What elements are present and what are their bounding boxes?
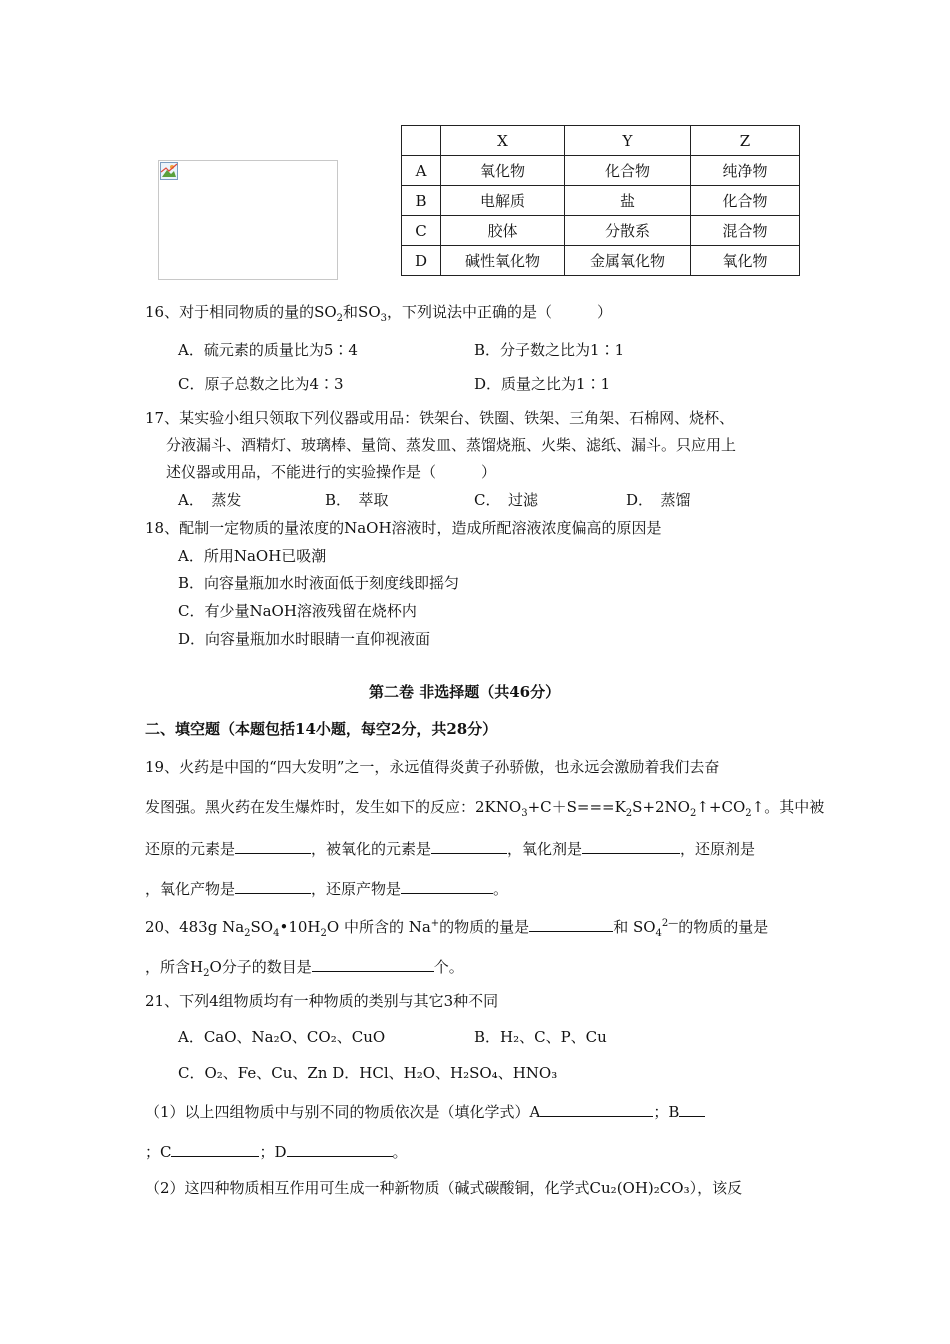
text: +C＋S===K (527, 798, 626, 816)
q21-part1-line2 (145, 1140, 408, 1162)
answer-blank[interactable] (529, 915, 613, 932)
text: 的物质的量是 (439, 918, 530, 936)
answer-blank[interactable] (287, 1140, 393, 1157)
text: 2 (689, 808, 697, 819)
table-cell: 碱性氧化物 (441, 246, 565, 276)
missing-figure-placeholder (158, 160, 338, 280)
q21-part2: （2）这四种物质相互作用可生成一种新物质（碱式碳酸铜，化学式Cu₂(OH)₂CO₃），该反 (145, 1179, 743, 1197)
q16-option-b: B．分子数之比为1∶1 (474, 341, 625, 359)
q16-option-c: C．原子总数之比为4∶3 (178, 375, 344, 393)
q17-stem-line2: 分液漏斗、酒精灯、玻璃棒、量筒、蒸发皿、蒸馏烧瓶、火柴、滤纸、漏斗。只应用上 (166, 436, 737, 454)
answer-blank[interactable] (401, 877, 493, 894)
q21-part1-line1 (145, 1100, 705, 1122)
q19-line3 (145, 837, 755, 859)
table-cell: 金属氧化物 (565, 246, 691, 276)
table-cell: C (402, 216, 441, 246)
table-cell: B (402, 186, 441, 216)
text: ，下列说法中正确的是（ ） (387, 303, 613, 321)
table-header-cell: X (441, 126, 565, 156)
table-cell: D (402, 246, 441, 276)
table-cell: A (402, 156, 441, 186)
part-title: 二、填空题（本题包括14小题，每空2分，共28分） (145, 720, 498, 738)
q16-stem (145, 302, 612, 329)
q20-line2 (145, 955, 464, 984)
table-cell: 盐 (565, 186, 691, 216)
table-header-cell (402, 126, 441, 156)
text: ，还原产物是 (311, 880, 402, 898)
table-cell: 纯净物 (691, 156, 800, 186)
q17-option-d: D． 蒸馏 (626, 491, 691, 509)
text: ，被氧化的元素是 (311, 840, 432, 858)
text: ，氧化剂是 (507, 840, 583, 858)
q18-option-c: C．有少量NaOH溶液残留在烧杯内 (178, 602, 417, 620)
table-row (402, 186, 800, 216)
answer-blank[interactable] (235, 837, 311, 854)
text: ，还原剂是 (680, 840, 756, 858)
text: ↑+CO (696, 798, 746, 816)
answer-blank[interactable] (540, 1100, 653, 1117)
text: 2 (203, 968, 210, 979)
text: 2 (320, 928, 327, 939)
table-cell: 分散系 (565, 216, 691, 246)
q18-option-b: B．向容量瓶加水时液面低于刻度线即摇匀 (178, 574, 460, 592)
q21-stem: 21、下列4组物质均有一种物质的类别与其它3种不同 (145, 992, 499, 1010)
text: 。 (493, 880, 509, 898)
answer-blank[interactable] (582, 837, 680, 854)
text: 2— (661, 918, 679, 929)
text: 3 (521, 808, 528, 819)
table-cell: 电解质 (441, 186, 565, 216)
text: O分子的数目是 (209, 958, 312, 976)
text: 4 (655, 928, 662, 939)
q21-option-cd: C．O₂、Fe、Cu、Zn D．HCl、H₂O、H₂SO₄、HNO₃ (178, 1064, 558, 1082)
text: ；B (653, 1103, 680, 1121)
q18-option-a: A．所用NaOH已吸潮 (178, 547, 327, 565)
text: ，所含H (145, 958, 204, 976)
text: SO (250, 918, 274, 936)
text: 和 SO (613, 918, 656, 936)
text: 。 (392, 1143, 408, 1161)
q20-line1 (145, 914, 768, 944)
text: 16、对于相同物质的量的SO (145, 303, 337, 321)
q17-stem-line3: 述仪器或用品，不能进行的实验操作是（ ） (166, 463, 497, 481)
broken-image-icon (160, 162, 178, 180)
q17-option-c: C． 过滤 (474, 491, 538, 509)
table-header-cell: Z (691, 126, 800, 156)
answer-blank[interactable] (171, 1140, 259, 1157)
q16-option-d: D．质量之比为1∶1 (474, 375, 611, 393)
q19-line4 (145, 877, 508, 899)
text: •10H (279, 918, 321, 936)
q17-option-a: A． 蒸发 (178, 491, 242, 509)
text: 2 (244, 928, 251, 939)
text: ；D (259, 1143, 287, 1161)
table-cell: 化合物 (691, 186, 800, 216)
q18-stem: 18、配制一定物质的量浓度的NaOH溶液时，造成所配溶液浓度偏高的原因是 (145, 519, 662, 537)
text: ↑。其中被 (751, 798, 825, 816)
text: 4 (273, 928, 280, 939)
text: S+2NO (632, 798, 690, 816)
table-cell: 胶体 (441, 216, 565, 246)
table-row (402, 216, 800, 246)
text: 和SO (343, 303, 381, 321)
text: （1）以上四组物质中与别不同的物质依次是（填化学式）A (145, 1103, 541, 1121)
text: 的物质的量是 (678, 918, 769, 936)
text: 20、483g Na (145, 918, 245, 936)
q19-line1: 19、火药是中国的“四大发明”之一，永远值得炎黄子孙骄傲，也永远会激励着我们去奋 (145, 758, 720, 776)
text: 发图强。黑火药在发生爆炸时，发生如下的反应：2KNO (145, 798, 522, 816)
text: + (430, 918, 440, 929)
text: 2 (625, 808, 633, 819)
answer-blank[interactable] (235, 877, 311, 894)
answer-blank[interactable] (679, 1100, 705, 1117)
text: ，氧化产物是 (145, 880, 236, 898)
q16-option-a: A．硫元素的质量比为5∶4 (178, 341, 358, 359)
text: 2 (745, 808, 752, 819)
table-cell: 混合物 (691, 216, 800, 246)
section-title: 第二卷 非选择题（共46分） (369, 683, 561, 701)
q21-option-a: A．CaO、Na₂O、CO₂、CuO (178, 1028, 386, 1046)
table-row (402, 156, 800, 186)
text: 个。 (433, 958, 464, 976)
text: ；C (145, 1143, 172, 1161)
table-cell: 氧化物 (441, 156, 565, 186)
q17-option-b: B． 萃取 (325, 491, 389, 509)
table-header-row (402, 126, 800, 156)
text: 2 (336, 313, 344, 324)
classification-table (401, 125, 800, 276)
answer-blank[interactable] (312, 955, 434, 972)
table-header-cell: Y (565, 126, 691, 156)
text: 3 (380, 313, 387, 324)
q19-line2 (145, 797, 824, 824)
q18-option-d: D．向容量瓶加水时眼睛一直仰视液面 (178, 630, 431, 648)
table-cell: 氧化物 (691, 246, 800, 276)
q21-option-b: B．H₂、C、P、Cu (474, 1028, 607, 1046)
answer-blank[interactable] (431, 837, 507, 854)
text: 还原的元素是 (145, 840, 236, 858)
table-row (402, 246, 800, 276)
text: O 中所含的 Na (326, 918, 431, 936)
q17-stem-line1: 17、某实验小组只领取下列仪器或用品：铁架台、铁圈、铁架、三角架、石棉网、烧杯、 (145, 409, 735, 427)
table-cell: 化合物 (565, 156, 691, 186)
